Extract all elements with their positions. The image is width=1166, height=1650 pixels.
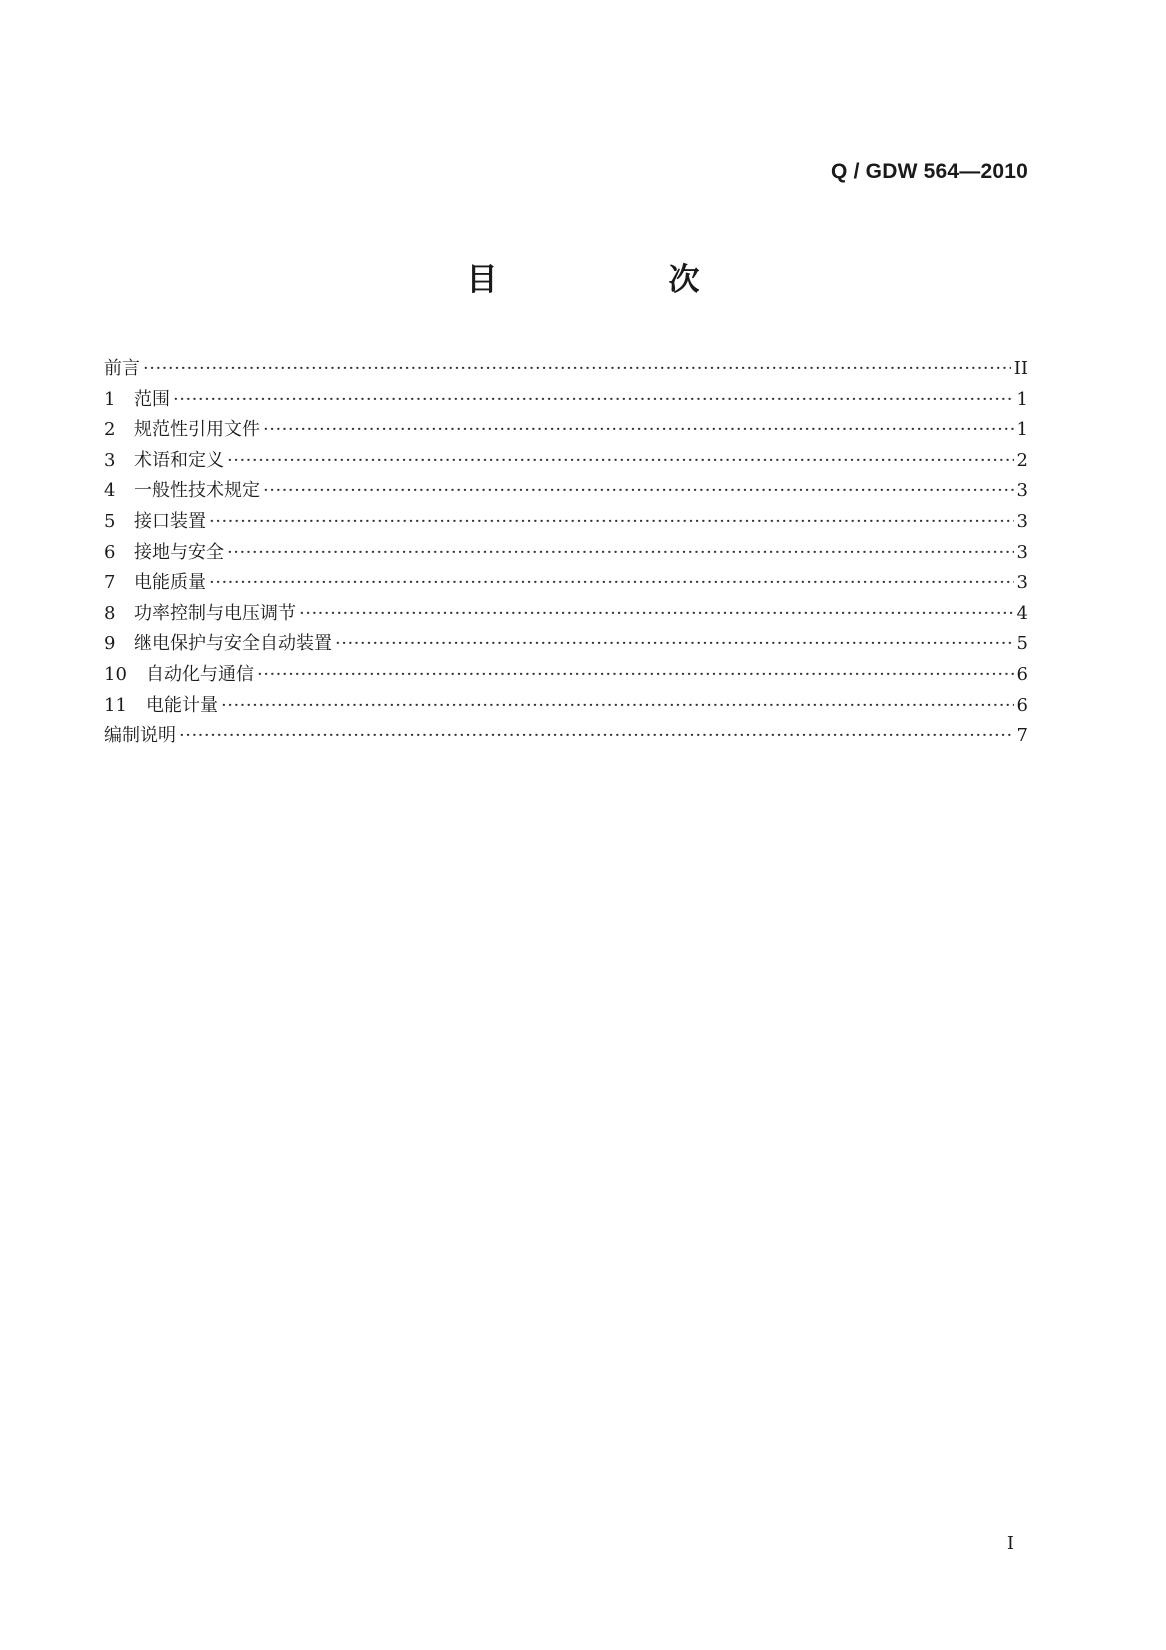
toc-entry-2[interactable] — [104, 415, 1028, 446]
toc-entry-label: 一般性技术规定 — [134, 480, 260, 502]
toc-dot-leader — [143, 354, 1011, 385]
toc-entry-page: 3 — [1016, 572, 1028, 594]
toc-entry-label: 范围 — [134, 388, 170, 410]
toc-dot-leader — [227, 446, 1014, 477]
toc-dot-leader — [179, 721, 1014, 752]
toc-entry-page: 3 — [1016, 510, 1028, 532]
toc-entry-label: 电能质量 — [134, 572, 206, 594]
toc-entry-4[interactable] — [104, 476, 1028, 507]
toc-entry-number: 2 — [104, 419, 116, 441]
toc-entry-page: 2 — [1016, 449, 1028, 471]
toc-entry-1[interactable] — [104, 385, 1028, 416]
toc-entry-6[interactable] — [104, 538, 1028, 569]
toc-entry-label: 自动化与通信 — [146, 663, 254, 685]
document-code: Q / GDW 564—2010 — [831, 160, 1028, 183]
toc-entry-number: 9 — [104, 633, 116, 655]
toc-entry-explanation[interactable] — [104, 721, 1028, 752]
toc-entry-8[interactable] — [104, 599, 1028, 630]
toc-entry-label: 术语和定义 — [134, 449, 224, 471]
toc-entry-page: 3 — [1016, 541, 1028, 563]
toc-entry-label: 规范性引用文件 — [134, 419, 260, 441]
toc-entry-number: 5 — [104, 510, 116, 532]
toc-dot-leader — [209, 568, 1014, 599]
toc-entry-10[interactable] — [104, 660, 1028, 691]
toc-entry-number: 3 — [104, 449, 116, 471]
toc-entry-label: 编制说明 — [104, 725, 176, 747]
toc-entry-number: 6 — [104, 541, 116, 563]
toc-entry-number: 7 — [104, 572, 116, 594]
toc-entry-number: 10 — [104, 663, 127, 685]
toc-entry-3[interactable] — [104, 446, 1028, 477]
toc-entry-9[interactable] — [104, 629, 1028, 660]
toc-dot-leader — [335, 629, 1014, 660]
toc-dot-leader — [263, 476, 1014, 507]
toc-dot-leader — [299, 599, 1014, 630]
toc-entry-label: 接地与安全 — [134, 541, 224, 563]
toc-entry-page: II — [1013, 358, 1028, 379]
toc-dot-leader — [257, 660, 1014, 691]
toc-entry-label: 前言 — [104, 358, 140, 379]
toc-entry-preface[interactable] — [104, 354, 1028, 385]
toc-entry-label: 功率控制与电压调节 — [134, 602, 296, 624]
toc-entry-label: 继电保护与安全自动装置 — [134, 633, 332, 655]
page-number: I — [1006, 1533, 1014, 1554]
toc-dot-leader — [221, 691, 1014, 722]
toc-entry-page: 6 — [1016, 694, 1028, 716]
toc-entry-page: 3 — [1016, 480, 1028, 502]
toc-entry-number: 1 — [104, 388, 116, 410]
toc-entry-7[interactable] — [104, 568, 1028, 599]
toc-dot-leader — [227, 538, 1014, 569]
toc-dot-leader — [263, 415, 1014, 446]
toc-entry-5[interactable] — [104, 507, 1028, 538]
toc-entry-page: 4 — [1016, 602, 1028, 624]
toc-entry-page: 5 — [1016, 633, 1028, 655]
toc-entry-number: 11 — [104, 694, 127, 716]
toc-title: 目 次 — [466, 262, 770, 298]
toc-entry-number: 4 — [104, 480, 116, 502]
toc-entry-label: 电能计量 — [146, 694, 218, 716]
toc-dot-leader — [173, 385, 1014, 416]
toc-entry-page: 6 — [1016, 663, 1028, 685]
toc-entry-page: 7 — [1016, 725, 1028, 747]
toc-dot-leader — [209, 507, 1014, 538]
toc-entry-11[interactable] — [104, 691, 1028, 722]
toc-entry-page: 1 — [1016, 419, 1028, 441]
toc-entry-label: 接口装置 — [134, 510, 206, 532]
toc-entry-page: 1 — [1016, 388, 1028, 410]
toc-entry-number: 8 — [104, 602, 116, 624]
table-of-contents — [104, 354, 1028, 752]
